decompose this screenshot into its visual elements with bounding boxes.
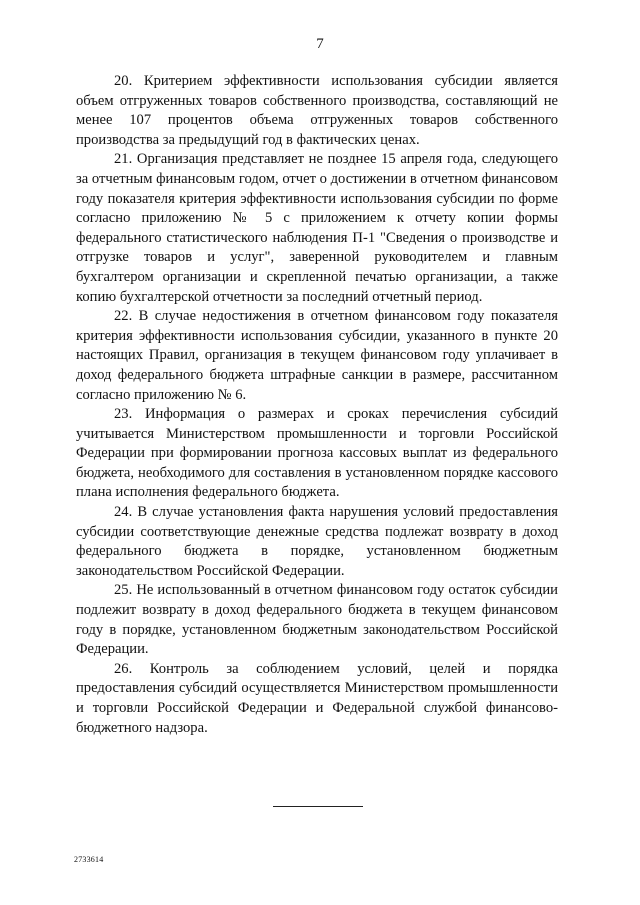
end-divider	[273, 806, 363, 807]
page-number: 7	[316, 36, 324, 52]
paragraph-24: 24. В случае установления факта нарушения условий предоставления субсидии соответствующие денежные средства подлежат возврату в доход федерального бюджета в порядке, установленном бюджетным законодательством Российской Федерации.	[76, 504, 558, 579]
paragraph-20: 20. Критерием эффективности использования субсидии является объем отгруженных товаров собственного производства, составляющий не менее 107 процентов объема отгруженных товаров собственного производства за предыдущий год в фактических ценах.	[76, 73, 558, 148]
paragraph-22: 22. В случае недостижения в отчетном финансовом году показателя критерия эффективности использования субсидии, указанного в пункте 20 настоящих Правил, организация в текущем финансовом году уплачивает в доход федерального бюджета штрафные санкции в размере, рассчитанном согласно приложению № 6.	[76, 308, 558, 403]
paragraph-26: 26. Контроль за соблюдением условий, целей и порядка предоставления субсидий осуществляется Министерством промышленности и торговли Российской Федерации и Федеральной службой финансово-бюджетного надзора.	[76, 660, 558, 736]
paragraph-21: 21. Организация представляет не позднее 15 апреля года, следующего за отчетным финансовым годом, отчет о достижении в отчетном финансовом году показателя критерия эффективности использования субсидии по форме согласно приложению № 5 с приложением к отчету копии формы федерального статистического наблюдения П-1 "Сведения о производстве и отгрузке товаров и услуг", заверенной руководителем и главным бухгалтером организации и скрепленной печатью организации, а также копию бухгалтерской отчетности за последний отчетный период.	[76, 151, 558, 305]
paragraph-25: 25. Не использованный в отчетном финансовом году остаток субсидии подлежит возврату в доход федерального бюджета в текущем финансовом году в порядке, установленном бюджетным законодательством Российской Федерации.	[76, 582, 558, 658]
paragraph-23: 23. Информация о размерах и сроках перечисления субсидий учитывается Министерством промышленности и торговли Российской Федерации при формировании прогноза кассовых выплат из федерального бюджета, необходимого для составления в установленном порядке кассового плана исполнения федерального бюджета.	[76, 406, 558, 501]
document-body	[76, 72, 558, 738]
document-code: 2733614	[74, 855, 104, 864]
